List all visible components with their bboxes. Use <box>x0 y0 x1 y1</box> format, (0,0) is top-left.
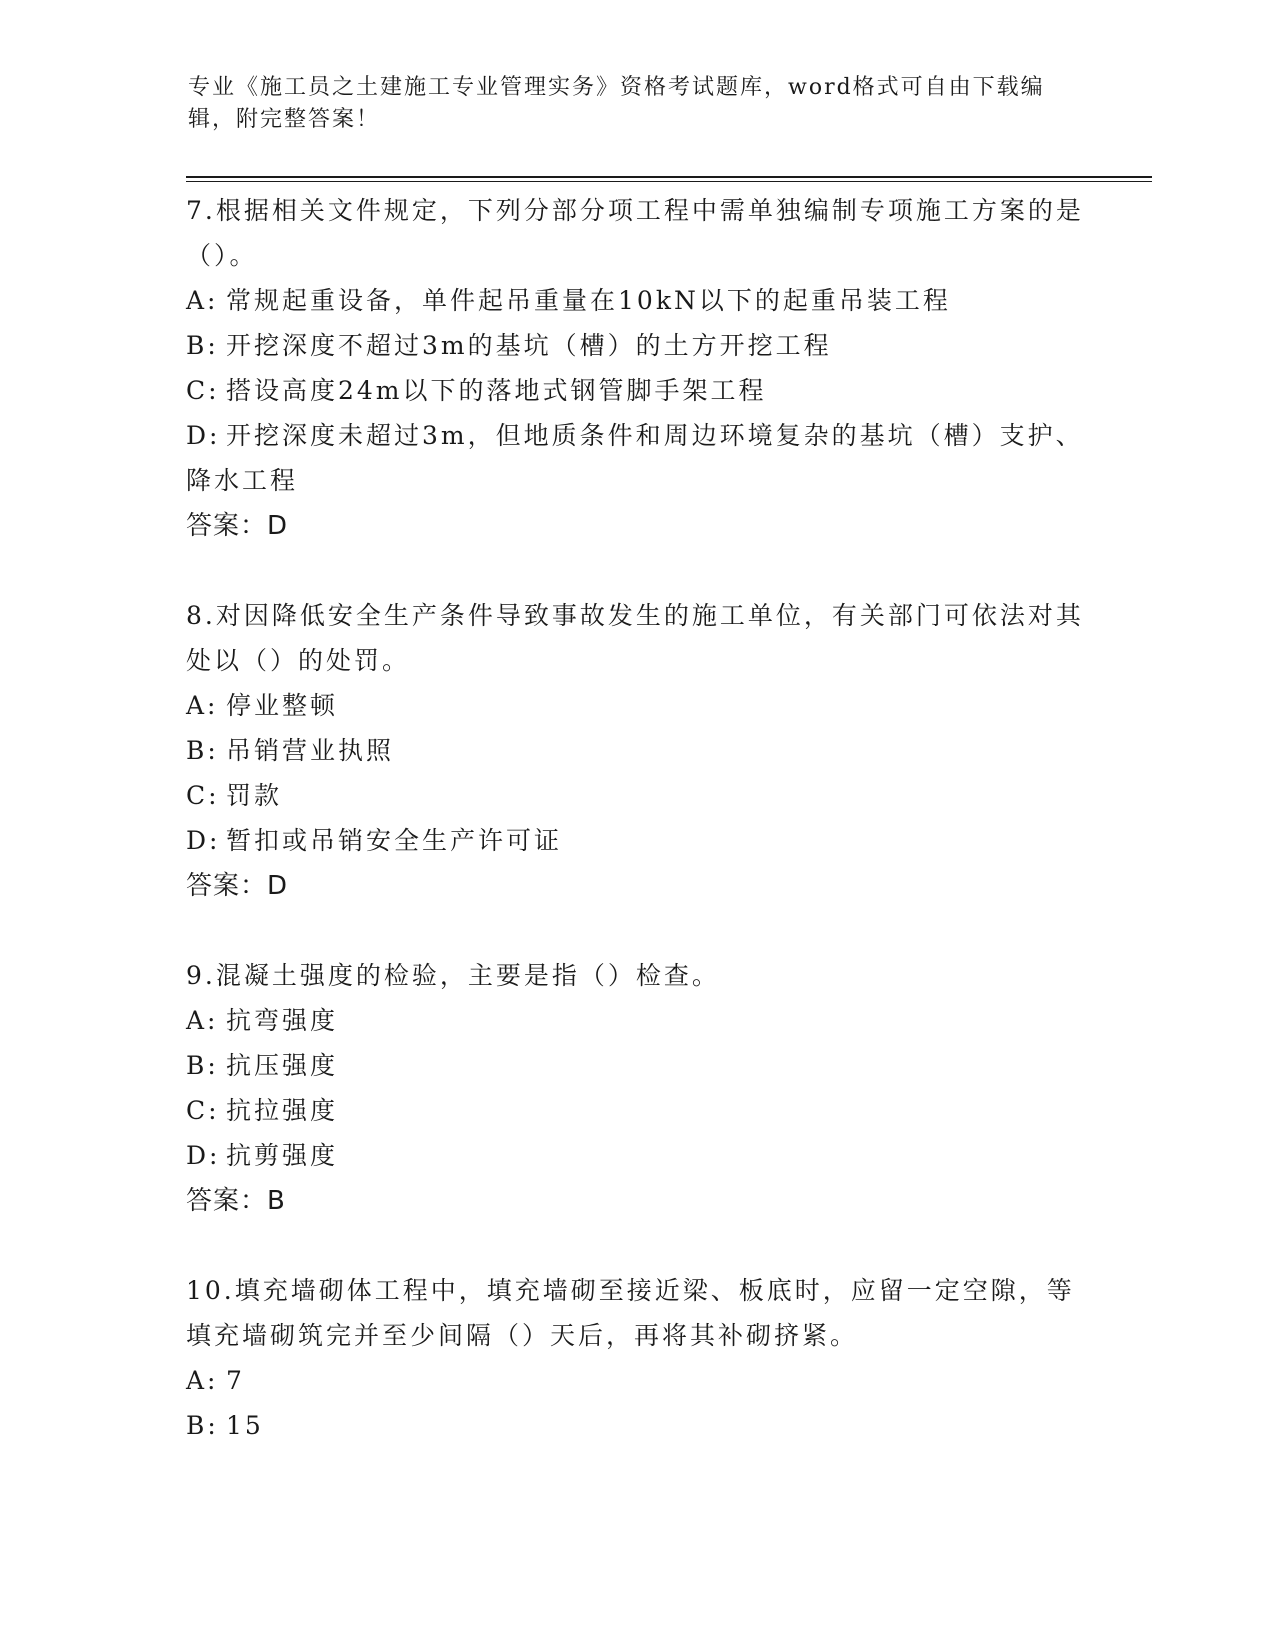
option-c <box>186 773 1086 818</box>
option-letter: B: <box>186 1411 219 1440</box>
option-text: 15 <box>226 1411 264 1440</box>
option-letter: C: <box>186 1096 220 1125</box>
option-text: 停业整顿 <box>226 691 339 720</box>
option-letter: B: <box>186 331 219 360</box>
option-text: 搭设高度24m以下的落地式钢管脚手架工程 <box>226 376 767 405</box>
option-letter: C: <box>186 376 220 405</box>
option-text: 开挖深度未超过3m，但地质条件和周边环境复杂的基坑（槽）支护、降水工程 <box>186 421 1084 495</box>
option-a <box>186 998 1086 1043</box>
option-letter: D: <box>186 826 221 855</box>
option-b <box>186 1043 1086 1088</box>
answer-line: 答案：D <box>186 511 289 541</box>
question-list <box>186 188 1086 1448</box>
answer-line: 答案：B <box>186 1186 286 1216</box>
option-b <box>186 1403 1086 1448</box>
question-9 <box>186 953 1086 1224</box>
header-divider-thick <box>186 176 1152 178</box>
question-10 <box>186 1268 1086 1448</box>
option-text: 7 <box>226 1366 245 1395</box>
option-a <box>186 278 1086 323</box>
option-d <box>186 818 1086 863</box>
option-text: 罚款 <box>226 781 283 810</box>
option-d <box>186 413 1086 503</box>
option-letter: B: <box>186 736 219 765</box>
spacer <box>186 909 1086 953</box>
option-text: 抗弯强度 <box>226 1006 339 1035</box>
question-stem: 9.混凝土强度的检验，主要是指（）检查。 <box>186 961 720 990</box>
answer-line: 答案：D <box>186 871 289 901</box>
option-text: 常规起重设备，单件起吊重量在10kN以下的起重吊装工程 <box>226 286 951 315</box>
spacer <box>186 549 1086 593</box>
option-text: 暂扣或吊销安全生产许可证 <box>226 826 563 855</box>
option-text: 开挖深度不超过3m的基坑（槽）的土方开挖工程 <box>226 331 832 360</box>
option-b <box>186 323 1086 368</box>
question-stem: 8.对因降低安全生产条件导致事故发生的施工单位，有关部门可依法对其处以（）的处罚。 <box>186 601 1084 675</box>
option-c <box>186 368 1086 413</box>
option-letter: D: <box>186 421 221 450</box>
option-letter: A: <box>186 1006 219 1035</box>
option-text: 抗拉强度 <box>226 1096 339 1125</box>
document-header: 专业《施工员之土建施工专业管理实务》资格考试题库，word格式可自由下载编辑，附完整答案！ <box>188 75 1045 132</box>
option-a <box>186 1358 1086 1403</box>
option-c <box>186 1088 1086 1133</box>
option-letter: A: <box>186 691 219 720</box>
header-divider-thin <box>186 181 1152 182</box>
option-letter: B: <box>186 1051 219 1080</box>
option-letter: C: <box>186 781 220 810</box>
option-a <box>186 683 1086 728</box>
option-letter: A: <box>186 286 219 315</box>
option-text: 抗压强度 <box>226 1051 339 1080</box>
option-letter: D: <box>186 1141 221 1170</box>
spacer <box>186 1224 1086 1268</box>
option-d <box>186 1133 1086 1178</box>
option-text: 抗剪强度 <box>226 1141 339 1170</box>
question-7 <box>186 188 1086 549</box>
question-stem: 7.根据相关文件规定，下列分部分项工程中需单独编制专项施工方案的是（）。 <box>186 196 1084 270</box>
option-b <box>186 728 1086 773</box>
question-stem: 10.填充墙砌体工程中，填充墙砌至接近梁、板底时，应留一定空隙，等填充墙砌筑完并至少间隔（）天后，再将其补砌挤紧。 <box>186 1276 1075 1350</box>
option-text: 吊销营业执照 <box>226 736 395 765</box>
option-letter: A: <box>186 1366 219 1395</box>
question-8 <box>186 593 1086 909</box>
